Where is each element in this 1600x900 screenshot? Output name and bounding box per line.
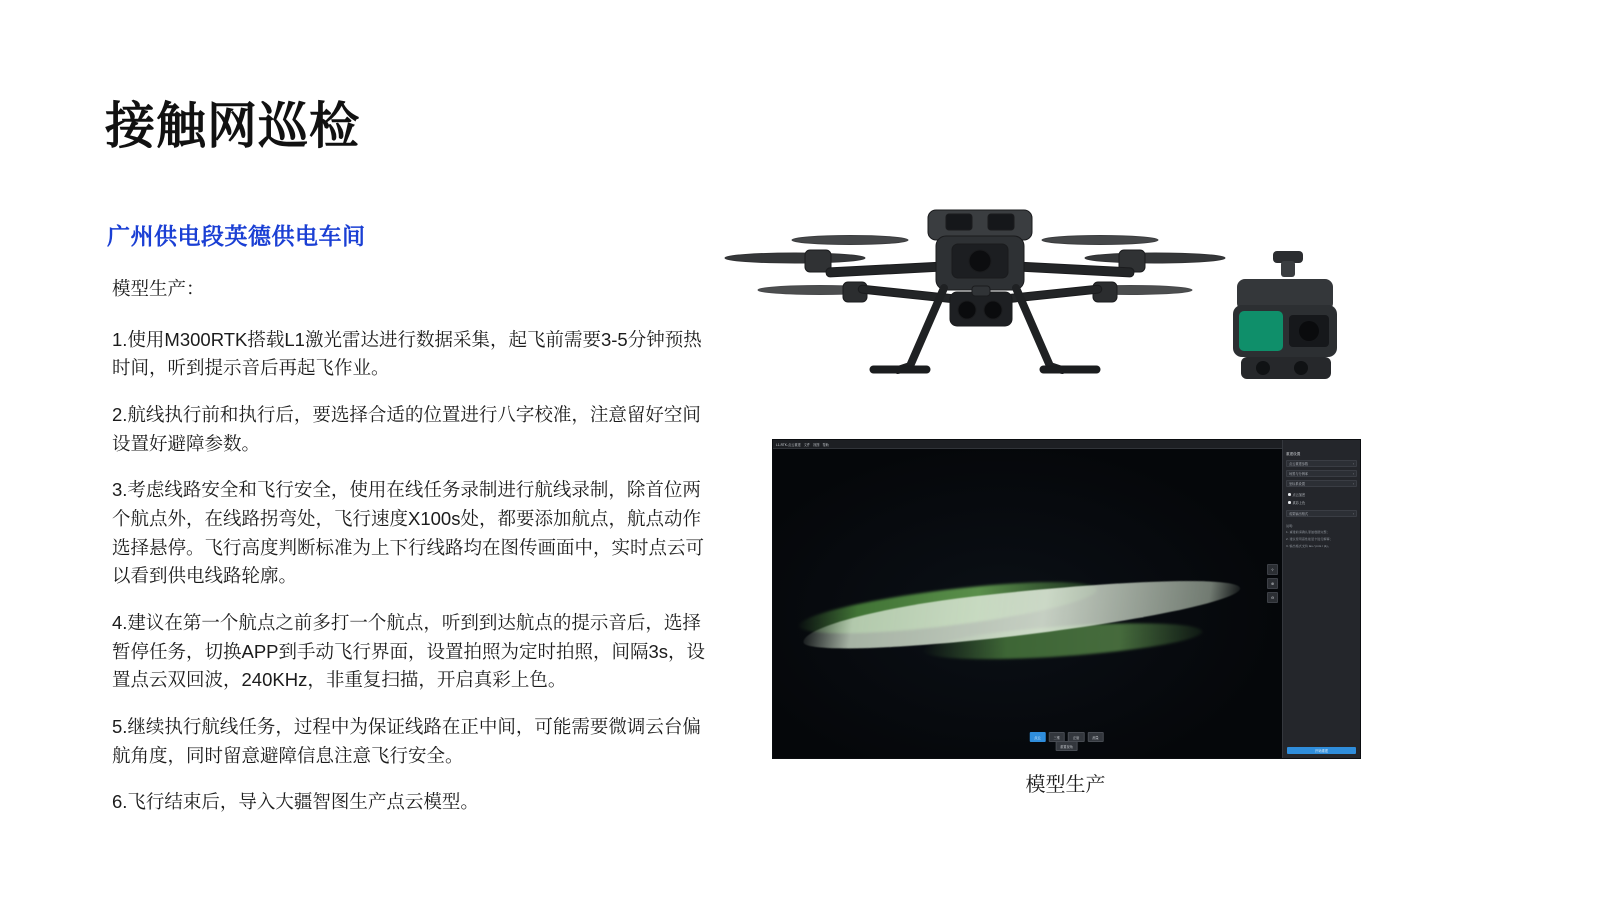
panel-section-scene[interactable] <box>1286 470 1357 477</box>
image-caption: 模型生产 <box>1025 774 1106 796</box>
zoom-in-icon[interactable]: ⊕ <box>1267 578 1278 589</box>
checkbox-densify[interactable] <box>1288 492 1305 497</box>
screenshot-title: L1-RTK-点云重建 <box>776 442 801 447</box>
menu-help[interactable]: 帮助 <box>822 442 829 447</box>
software-screenshot <box>772 439 1361 759</box>
page-subtitle: 广州供电段英德供电车间 <box>107 223 366 249</box>
paragraph-2: 2.航线执行前和执行后，要选择合适的位置进行八字校准，注意留好空间设置好避障参数。 <box>112 404 701 454</box>
chip-measure[interactable]: 测量 <box>1087 732 1103 742</box>
menu-view[interactable]: 视图 <box>813 442 820 447</box>
checkbox-icon <box>1288 493 1291 496</box>
lead-paragraph: 模型生产： <box>112 278 205 299</box>
page-title: 接触网巡检 <box>105 98 360 154</box>
point-cloud-viewport[interactable] <box>773 440 1283 758</box>
panel-section-output[interactable] <box>1286 510 1357 517</box>
view-reset-bar[interactable] <box>1055 741 1078 751</box>
chip-ortho[interactable]: 正射 <box>1068 732 1084 742</box>
checkbox-truecolor[interactable] <box>1288 500 1305 505</box>
panel-section-scene-label: 场景与分辨率 <box>1289 472 1309 476</box>
chip-point-cloud[interactable]: 点云 <box>1029 732 1045 742</box>
chevron-down-icon: › <box>1352 481 1354 486</box>
chevron-down-icon: › <box>1352 511 1354 516</box>
drone-photo <box>700 170 1260 420</box>
panel-note-line-2: 2. 建议使用高性能显卡进行解算； <box>1286 537 1333 541</box>
panel-note-line-1: 1. 重建前请确认原始数据完整； <box>1286 530 1330 534</box>
lidar-payload-photo <box>1215 245 1365 405</box>
chevron-down-icon: › <box>1352 461 1354 466</box>
reset-view-button[interactable]: 重置视角 <box>1055 741 1078 751</box>
checkbox-icon <box>1288 501 1291 504</box>
checkbox-densify-label: 点云加密 <box>1292 493 1306 497</box>
menu-file[interactable]: 文件 <box>803 442 811 447</box>
body-text-block <box>112 275 712 835</box>
paragraph-5: 5.继续执行航线任务，过程中为保证线路在正中间，可能需要微调云台偏航角度，同时留意避障信息注意飞行安全。 <box>112 716 701 766</box>
panel-section-params[interactable] <box>1286 460 1357 467</box>
panel-section-output-label: 成果输出格式 <box>1289 512 1309 516</box>
chip-3d[interactable]: 三维 <box>1049 732 1065 742</box>
screenshot-titlebar <box>773 440 1360 449</box>
reconstruction-panel[interactable] <box>1282 440 1360 758</box>
panel-section-crs-label: 坐标系设置 <box>1289 482 1305 486</box>
panel-section-params-label: 点云重建参数 <box>1289 462 1309 466</box>
panel-note-title: 说明： <box>1286 524 1296 528</box>
panel-header: 重建设置 <box>1286 452 1301 456</box>
paragraph-6: 6.飞行结束后，导入大疆智图生产点云模型。 <box>112 791 479 813</box>
viewport-tool-stack[interactable] <box>1267 564 1276 603</box>
panel-note-line-3: 3. 输出格式支持 las / pnts / ply。 <box>1286 544 1331 548</box>
chevron-down-icon: › <box>1352 471 1354 476</box>
start-reconstruction-button[interactable]: 开始重建 <box>1287 747 1356 754</box>
checkbox-truecolor-label: 真彩上色 <box>1292 501 1306 505</box>
zoom-out-icon[interactable]: ⊖ <box>1267 592 1278 603</box>
paragraph-1: 1.使用M300RTK搭载L1激光雷达进行数据采集，起飞前需要3-5分钟预热时间，听到提示音后再起飞作业。 <box>112 328 702 379</box>
fit-view-icon[interactable]: ⊹ <box>1267 564 1278 575</box>
paragraph-4: 4.建议在第一个航点之前多打一个航点，听到到达航点的提示音后，选择暂停任务，切换APP到手动飞行界面，设置拍照为定时拍照，间隔3s，设置点云双回波，240KHz，非重复扫描，开启真彩上色。 <box>112 612 706 691</box>
panel-section-crs[interactable] <box>1286 480 1357 487</box>
point-cloud-noise <box>773 440 1283 758</box>
paragraph-3: 3.考虑线路安全和飞行安全，使用在线任务录制进行航线录制，除首位两个航点外，在线路拐弯处，飞行速度X100s处，都要添加航点，航点动作选择悬停。飞行高度判断标准为上下行线路均在图传画面中，实时点云可以看到供电线路轮廓。 <box>112 479 705 587</box>
